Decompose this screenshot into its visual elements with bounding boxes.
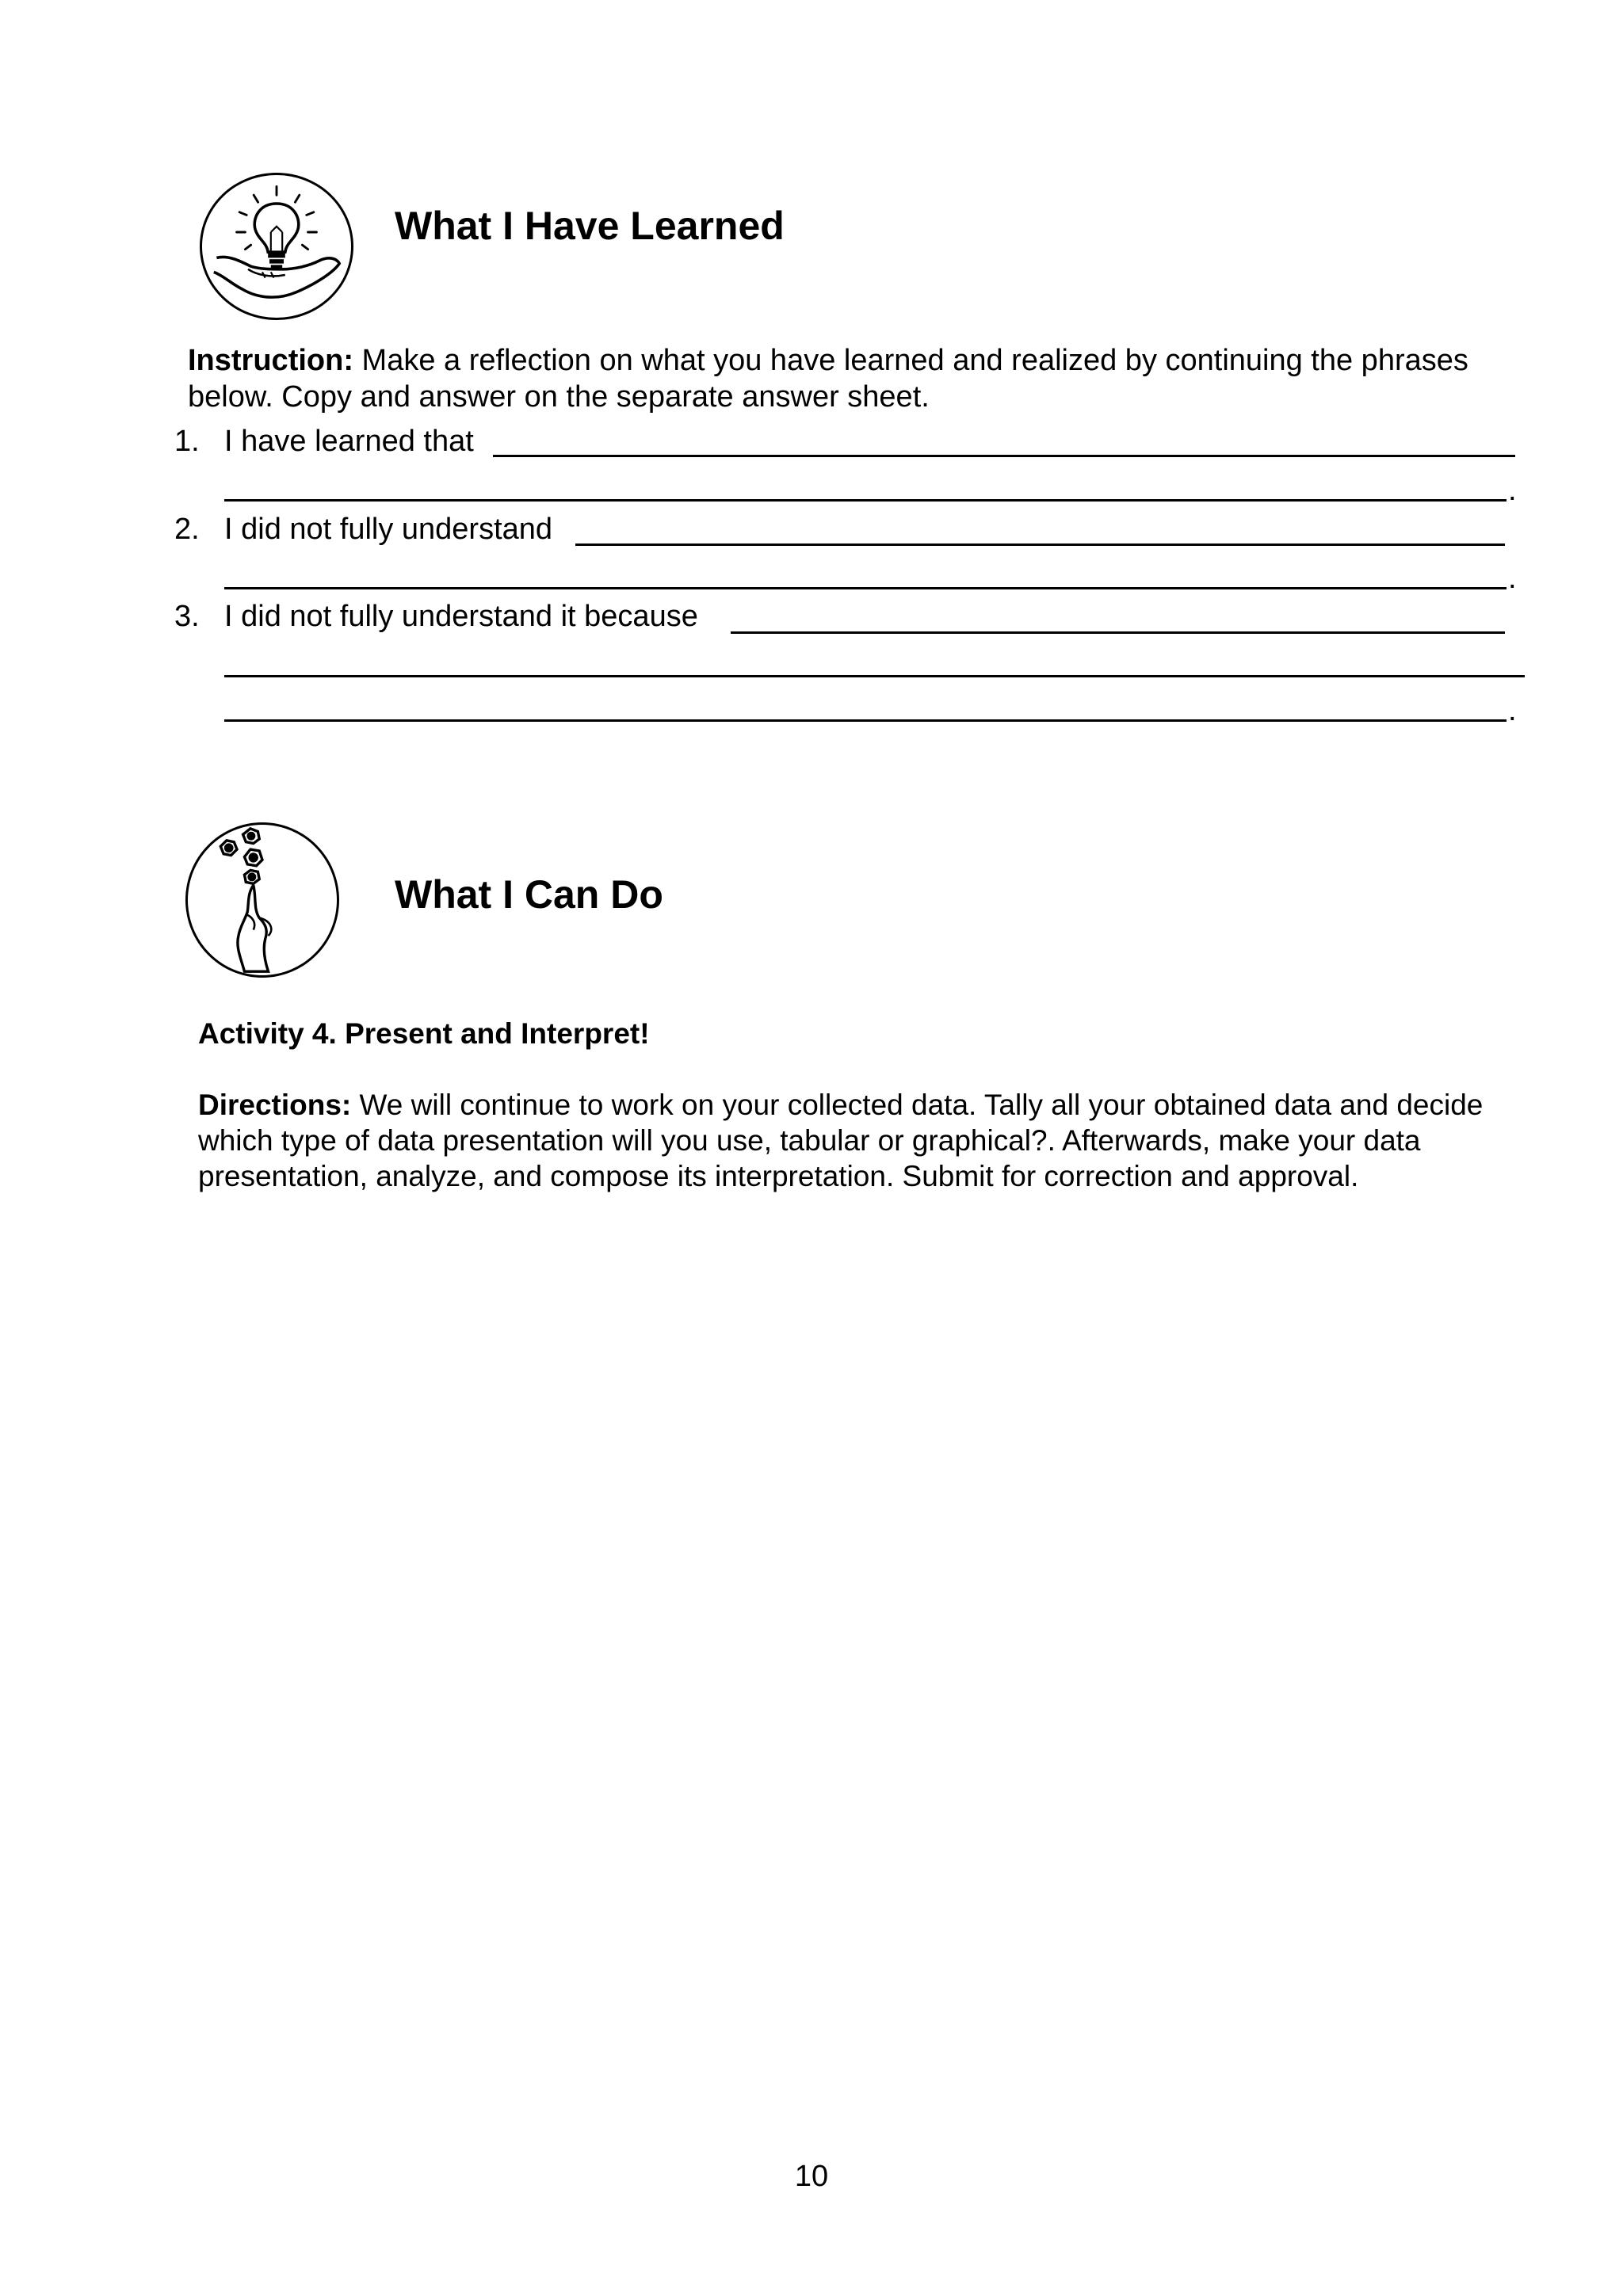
- answer-line[interactable]: [731, 631, 1505, 634]
- instruction-text: Make a reflection on what you have learned and realized by continuing the phrases below. Copy and answer on the separate answer sheet.: [188, 344, 1468, 414]
- activity-title: Activity 4. Present and Interpret!: [198, 1017, 650, 1050]
- directions-label: Directions:: [198, 1089, 352, 1121]
- item-number-3: 3.: [174, 600, 200, 633]
- hand-gears-icon: [185, 822, 339, 978]
- answer-line[interactable]: [224, 587, 1507, 589]
- item-prompt-2: I did not fully understand: [224, 513, 553, 546]
- answer-line[interactable]: [224, 675, 1525, 677]
- line-end-period: .: [1508, 474, 1517, 507]
- item-number-1: 1.: [174, 425, 200, 458]
- instruction-paragraph: [188, 342, 1559, 415]
- instruction-label: Instruction:: [188, 344, 353, 377]
- line-end-period: .: [1508, 562, 1517, 595]
- directions-text: We will continue to work on your collected data. Tally all your obtained data and decide which type of data presentation will you use, tabular or graphical?. Afterwards, make your data presentation, analyze, and compose its interpretation. Submit for correction and approval.: [198, 1089, 1484, 1192]
- line-end-period: .: [1508, 694, 1517, 727]
- answer-line[interactable]: [493, 455, 1515, 457]
- section-title-can-do: What I Can Do: [395, 872, 663, 917]
- answer-line[interactable]: [575, 543, 1505, 546]
- item-prompt-3: I did not fully understand it because: [224, 600, 698, 633]
- answer-line[interactable]: [224, 719, 1507, 722]
- item-number-2: 2.: [174, 513, 200, 546]
- lightbulb-hand-icon: [200, 173, 353, 320]
- item-prompt-1: I have learned that: [224, 425, 474, 458]
- section-title-learned: What I Have Learned: [395, 204, 785, 248]
- directions-paragraph: [198, 1087, 1545, 1194]
- answer-line[interactable]: [224, 499, 1507, 502]
- page-number: 10: [794, 2160, 829, 2193]
